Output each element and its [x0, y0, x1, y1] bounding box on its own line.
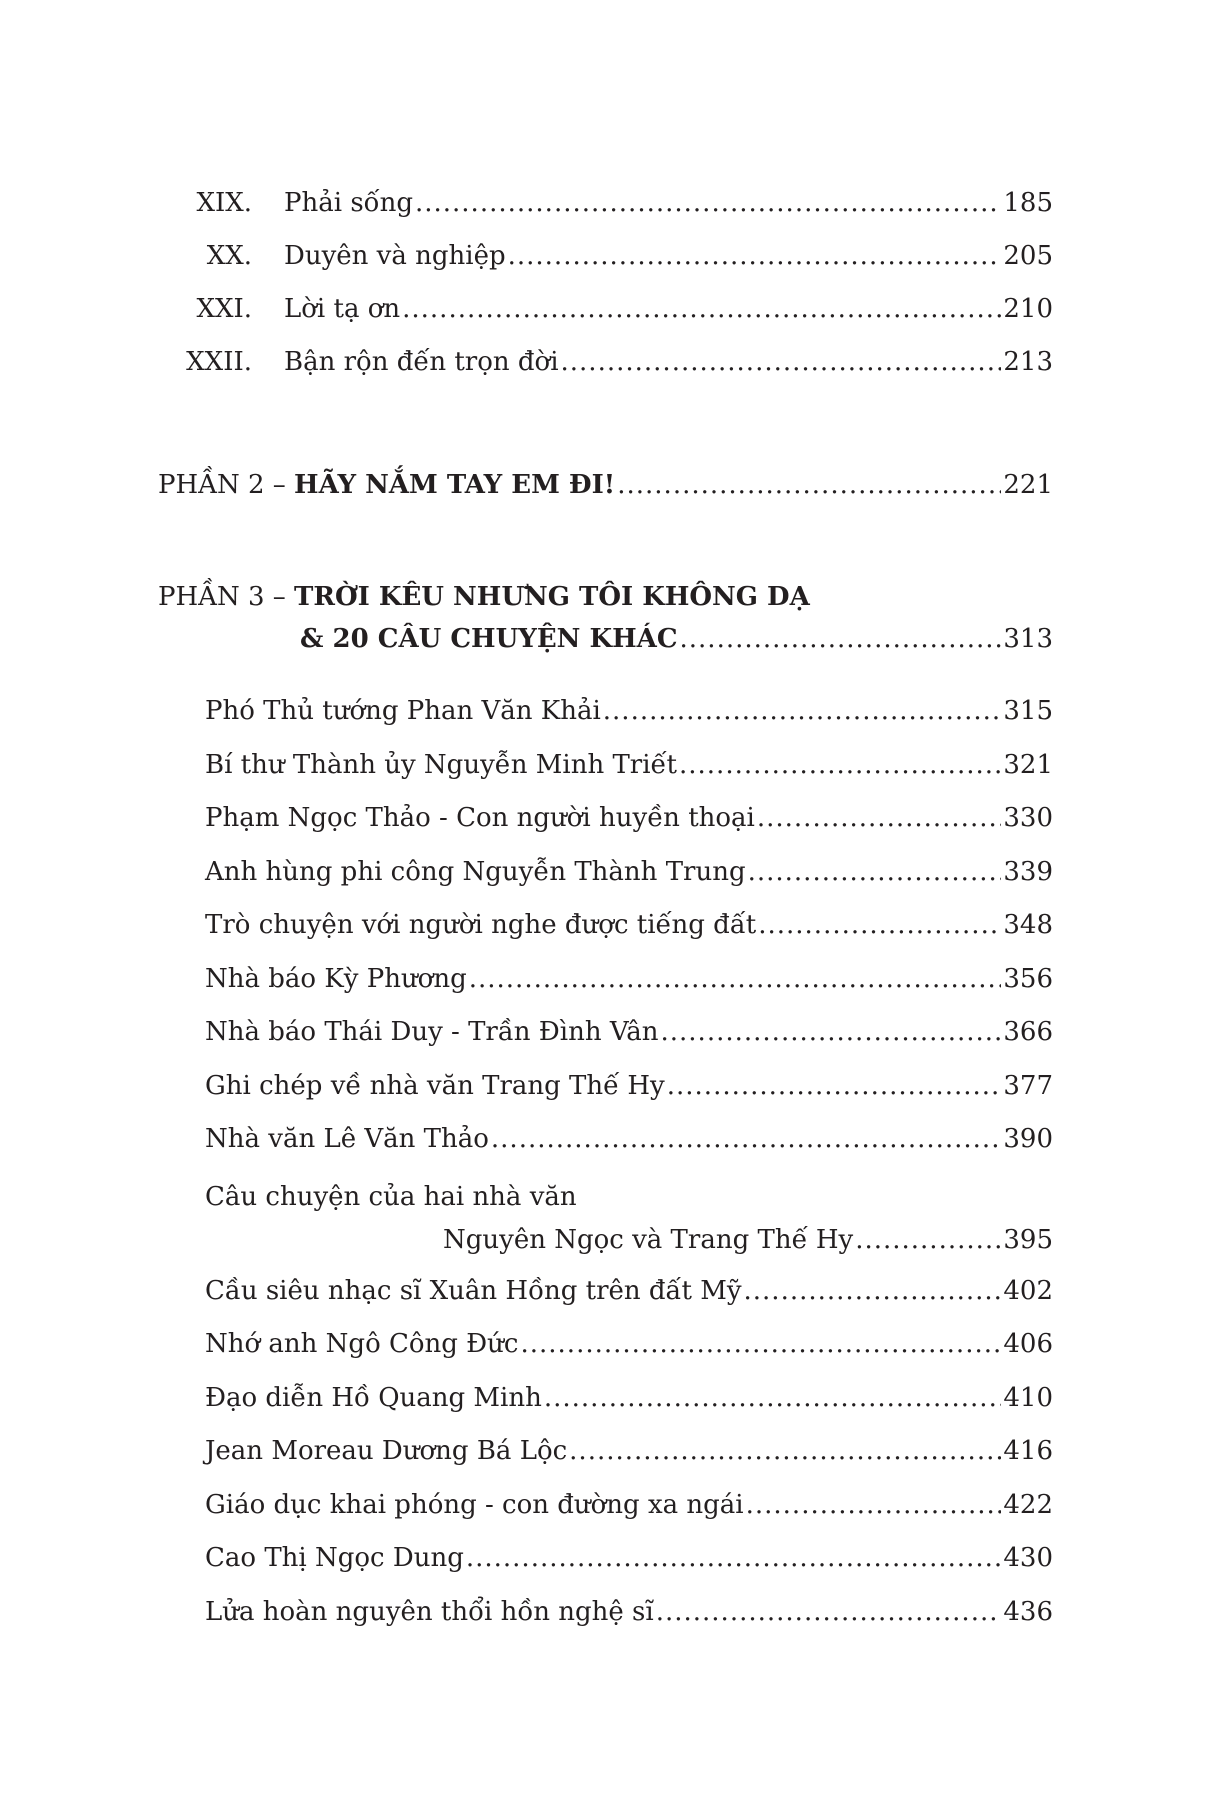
dot-leader [561, 347, 1002, 377]
story-title: Phó Thủ tướng Phan Văn Khải [205, 696, 601, 726]
page-number: 436 [1003, 1596, 1053, 1627]
dot-leader [617, 470, 1001, 500]
dot-leader [680, 624, 1002, 654]
story-title: Nhà báo Kỳ Phương [205, 963, 467, 994]
story-title: Jean Moreau Dương Bá Lộc [205, 1436, 568, 1466]
page-number: 390 [1003, 1124, 1053, 1154]
dot-leader [603, 696, 1002, 726]
dot-leader [757, 803, 1002, 833]
toc-entry-story[interactable] [205, 696, 1053, 736]
story-title: Bí thư Thành ủy Nguyễn Minh Triết [205, 749, 677, 780]
page-number: 221 [1003, 470, 1053, 500]
dot-leader [402, 294, 1001, 324]
chapter-title: Phải sống [284, 188, 413, 218]
story-title: Cầu siêu nhạc sĩ Xuân Hồng trên đất Mỹ [205, 1275, 742, 1306]
page-number: 430 [1003, 1543, 1053, 1573]
page-number: 395 [1003, 1224, 1053, 1255]
page-number: 348 [1003, 910, 1053, 940]
dot-leader [520, 1329, 1001, 1359]
toc-entry-story[interactable] [205, 857, 1053, 897]
page-number: 402 [1003, 1275, 1053, 1306]
part-name-line1: TRỜI KÊU NHƯNG TÔI KHÔNG DẠ [294, 582, 810, 612]
part-name: HÃY NẮM TAY EM ĐI! [294, 470, 616, 500]
part-label: PHẦN 2 – [158, 470, 295, 500]
story-title: Đạo diễn Hồ Quang Minh [205, 1382, 542, 1413]
story-title: Lửa hoàn nguyên thổi hồn nghệ sĩ [205, 1596, 654, 1627]
chapter-number: XXI. [196, 294, 252, 324]
page-number: 205 [1003, 241, 1053, 271]
chapter-title: Lời tạ ơn [284, 294, 401, 324]
dot-leader [679, 750, 1001, 780]
dot-leader [667, 1071, 1002, 1101]
toc-entry-story[interactable] [205, 750, 1053, 790]
story-title: Cao Thị Ngọc Dung [205, 1543, 464, 1573]
toc-entry-story[interactable] [205, 1597, 1053, 1637]
toc-entry-story[interactable] [205, 1436, 1053, 1476]
dot-leader [569, 1436, 1001, 1466]
dot-leader [855, 1225, 1001, 1255]
dot-leader [469, 964, 1002, 994]
story-title: Ghi chép về nhà văn Trang Thế Hy [205, 1070, 665, 1101]
story-title: Trò chuyện với người nghe được tiếng đất [205, 910, 757, 940]
chapter-number: XX. [206, 241, 252, 271]
toc-entry-part-2[interactable] [158, 470, 1053, 510]
toc-entry-story[interactable] [205, 1329, 1053, 1369]
page-number: 313 [1003, 624, 1053, 654]
dot-leader [744, 1276, 1002, 1306]
page-number: 366 [1003, 1017, 1053, 1047]
toc-entry-chapter[interactable] [160, 347, 1053, 387]
dot-leader [746, 1490, 1002, 1520]
toc-entry-story[interactable] [205, 910, 1053, 950]
toc-entry-story[interactable] [205, 1490, 1053, 1530]
dot-leader [758, 910, 1001, 940]
story-title: Nhớ anh Ngô Công Đức [205, 1329, 519, 1359]
page-number: 185 [1003, 188, 1053, 218]
story-title: Anh hùng phi công Nguyễn Thành Trung [205, 856, 746, 887]
dot-leader [661, 1017, 1002, 1047]
story-title: Nhà báo Thái Duy - Trần Đình Vân [205, 1017, 659, 1047]
page-number: 416 [1003, 1436, 1053, 1466]
story-title: Giáo dục khai phóng - con đường xa ngái [205, 1489, 744, 1520]
toc-entry-story[interactable] [205, 1071, 1053, 1111]
page-number: 339 [1003, 856, 1053, 887]
page-number: 321 [1003, 749, 1053, 780]
chapter-number: XXII. [186, 347, 252, 377]
toc-entry-part-3[interactable] [300, 624, 1053, 664]
part-name-line2: & 20 CÂU CHUYỆN KHÁC [300, 624, 678, 654]
dot-leader [508, 241, 1002, 271]
page-number: 213 [1003, 347, 1053, 377]
toc-entry-chapter[interactable] [160, 241, 1053, 281]
page-number: 330 [1003, 803, 1053, 833]
page-number: 356 [1003, 963, 1053, 994]
story-title: Nhà văn Lê Văn Thảo [205, 1124, 489, 1154]
dot-leader [544, 1383, 1002, 1413]
page-number: 410 [1003, 1382, 1053, 1413]
part-title [158, 470, 615, 500]
page-number: 315 [1003, 696, 1053, 726]
story-title: Phạm Ngọc Thảo - Con người huyền thoại [205, 803, 755, 833]
toc-entry-story[interactable] [443, 1225, 1053, 1265]
dot-leader [466, 1543, 1002, 1573]
toc-entry-story[interactable] [205, 964, 1053, 1004]
toc-entry-chapter[interactable] [160, 188, 1053, 228]
story-title-line2: Nguyên Ngọc và Trang Thế Hy [443, 1224, 854, 1255]
dot-leader [656, 1597, 1002, 1627]
chapter-number: XIX. [196, 188, 252, 218]
toc-entry-story[interactable] [205, 1543, 1053, 1583]
toc-entry-story[interactable] [205, 1276, 1053, 1316]
dot-leader [415, 188, 1001, 218]
toc-entry-story[interactable] [205, 803, 1053, 843]
part-label: PHẦN 3 – [158, 582, 295, 612]
toc-entry-story[interactable] [205, 1124, 1053, 1164]
toc-entry-story[interactable] [205, 1017, 1053, 1057]
chapter-title: Duyên và nghiệp [284, 241, 506, 271]
page-number: 210 [1003, 294, 1053, 324]
chapter-title: Bận rộn đến trọn đời [284, 347, 559, 377]
story-title-line1[interactable]: Câu chuyện của hai nhà văn [205, 1181, 577, 1212]
toc-entry-part-3-line1[interactable] [158, 582, 810, 612]
dot-leader [748, 857, 1002, 887]
toc-entry-chapter[interactable] [160, 294, 1053, 334]
page-number: 377 [1003, 1070, 1053, 1101]
page-number: 422 [1003, 1489, 1053, 1520]
dot-leader [491, 1124, 1001, 1154]
toc-entry-story[interactable] [205, 1383, 1053, 1423]
page-number: 406 [1003, 1329, 1053, 1359]
